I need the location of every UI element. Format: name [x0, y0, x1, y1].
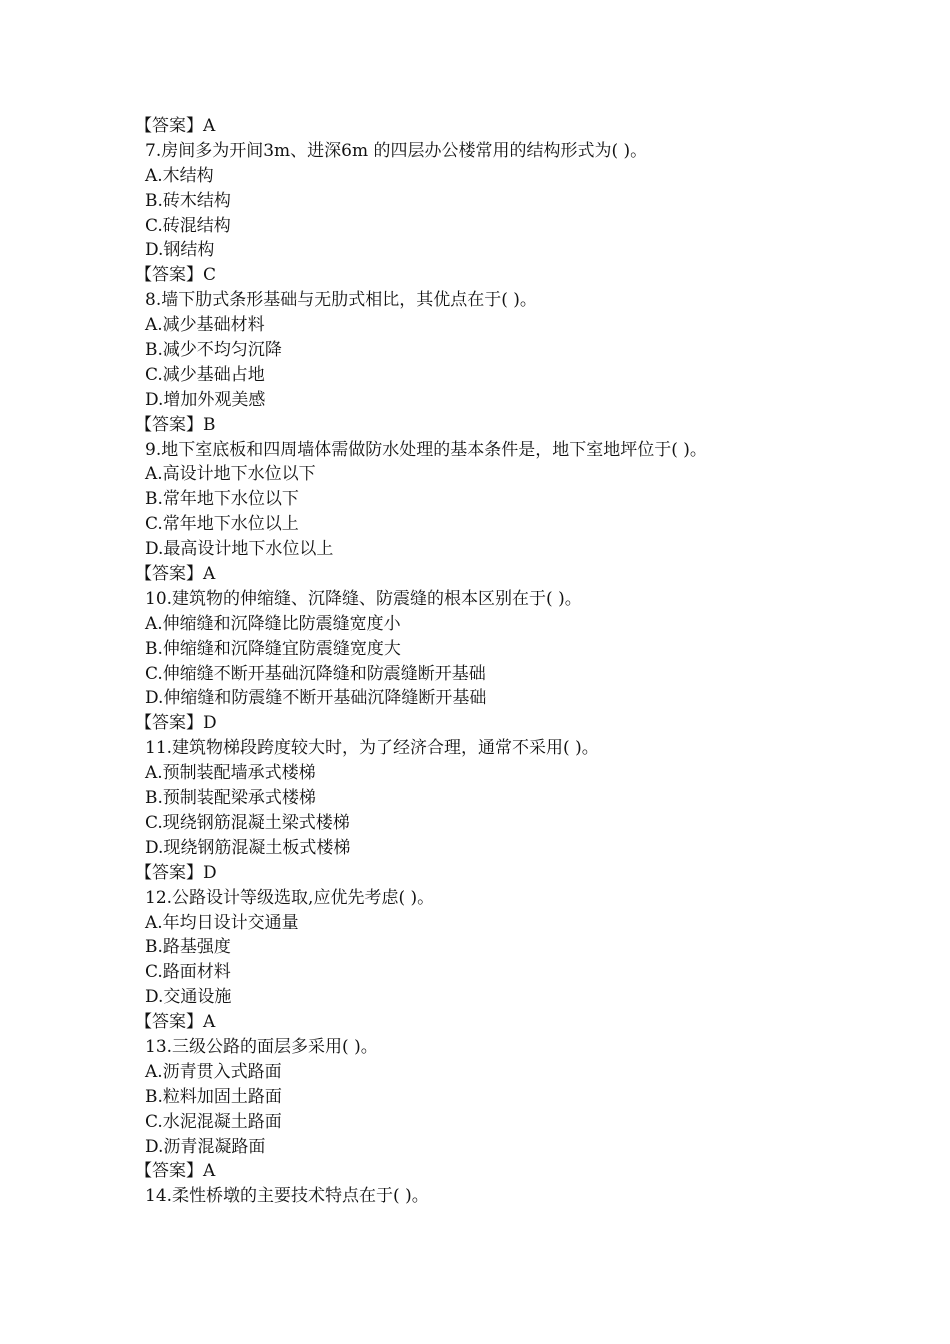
answer-line: 【答案】A: [135, 564, 216, 585]
question-line: 8.墙下肋式条形基础与无肋式相比，其优点在于( )。: [145, 290, 537, 311]
option-line: B.砖木结构: [145, 190, 231, 211]
answer-line: 【答案】D: [135, 713, 217, 734]
answer-line: 【答案】D: [135, 862, 217, 883]
question-line: 11.建筑物梯段跨度较大时，为了经济合理，通常不采用( )。: [145, 738, 599, 759]
question-line: 13.三级公路的面层多采用( )。: [145, 1036, 378, 1057]
option-line: B.减少不均匀沉降: [145, 340, 282, 361]
option-line: C.水泥混凝土路面: [145, 1111, 282, 1132]
option-line: B.常年地下水位以下: [145, 489, 299, 510]
option-line: A.沥青贯入式路面: [145, 1061, 282, 1082]
answer-line: 【答案】A: [135, 1012, 216, 1033]
option-line: D.最高设计地下水位以上: [145, 539, 334, 560]
option-line: D.钢结构: [145, 240, 215, 261]
answer-line: 【答案】B: [135, 414, 216, 435]
option-line: D.沥青混凝路面: [145, 1136, 266, 1157]
question-line: 9.地下室底板和四周墙体需做防水处理的基本条件是，地下室地坪位于( )。: [145, 439, 707, 460]
option-line: B.路基强度: [145, 937, 231, 958]
option-line: D.伸缩缝和防震缝不断开基础沉降缝断开基础: [145, 688, 487, 709]
option-line: C.减少基础占地: [145, 364, 265, 385]
option-line: C.现绕钢筋混凝土梁式楼梯: [145, 812, 350, 833]
document-body: [135, 114, 905, 1209]
answer-line: 【答案】C: [135, 265, 217, 286]
question-line: 7.房间多为开间3m、进深6m 的四层办公楼常用的结构形式为( )。: [145, 140, 648, 161]
question-line: 14.柔性桥墩的主要技术特点在于( )。: [145, 1186, 429, 1207]
option-line: A.减少基础材料: [145, 315, 265, 336]
option-line: B.预制装配梁承式楼梯: [145, 788, 316, 809]
option-line: A.预制装配墙承式楼梯: [145, 763, 316, 784]
option-line: A.木结构: [145, 165, 214, 186]
question-line: 10.建筑物的伸缩缝、沉降缝、防震缝的根本区别在于( )。: [145, 588, 582, 609]
option-line: C.砖混结构: [145, 215, 231, 236]
answer-line: 【答案】A: [135, 1161, 216, 1182]
option-line: D.增加外观美感: [145, 389, 266, 410]
option-line: B.粒料加固土路面: [145, 1086, 282, 1107]
option-line: C.路面材料: [145, 962, 231, 983]
option-line: A.高设计地下水位以下: [145, 464, 316, 485]
option-line: B.伸缩缝和沉降缝宜防震缝宽度大: [145, 638, 401, 659]
option-line: D.现绕钢筋混凝土板式楼梯: [145, 837, 351, 858]
option-line: A.伸缩缝和沉降缝比防震缝宽度小: [145, 613, 401, 634]
option-line: C.伸缩缝不断开基础沉降缝和防震缝断开基础: [145, 663, 486, 684]
option-line: C.常年地下水位以上: [145, 514, 299, 535]
option-line: D.交通设施: [145, 987, 232, 1008]
option-line: A.年均日设计交通量: [145, 912, 299, 933]
answer-line: 【答案】A: [135, 116, 216, 136]
question-line: 12.公路设计等级选取,应优先考虑( )。: [145, 887, 435, 908]
